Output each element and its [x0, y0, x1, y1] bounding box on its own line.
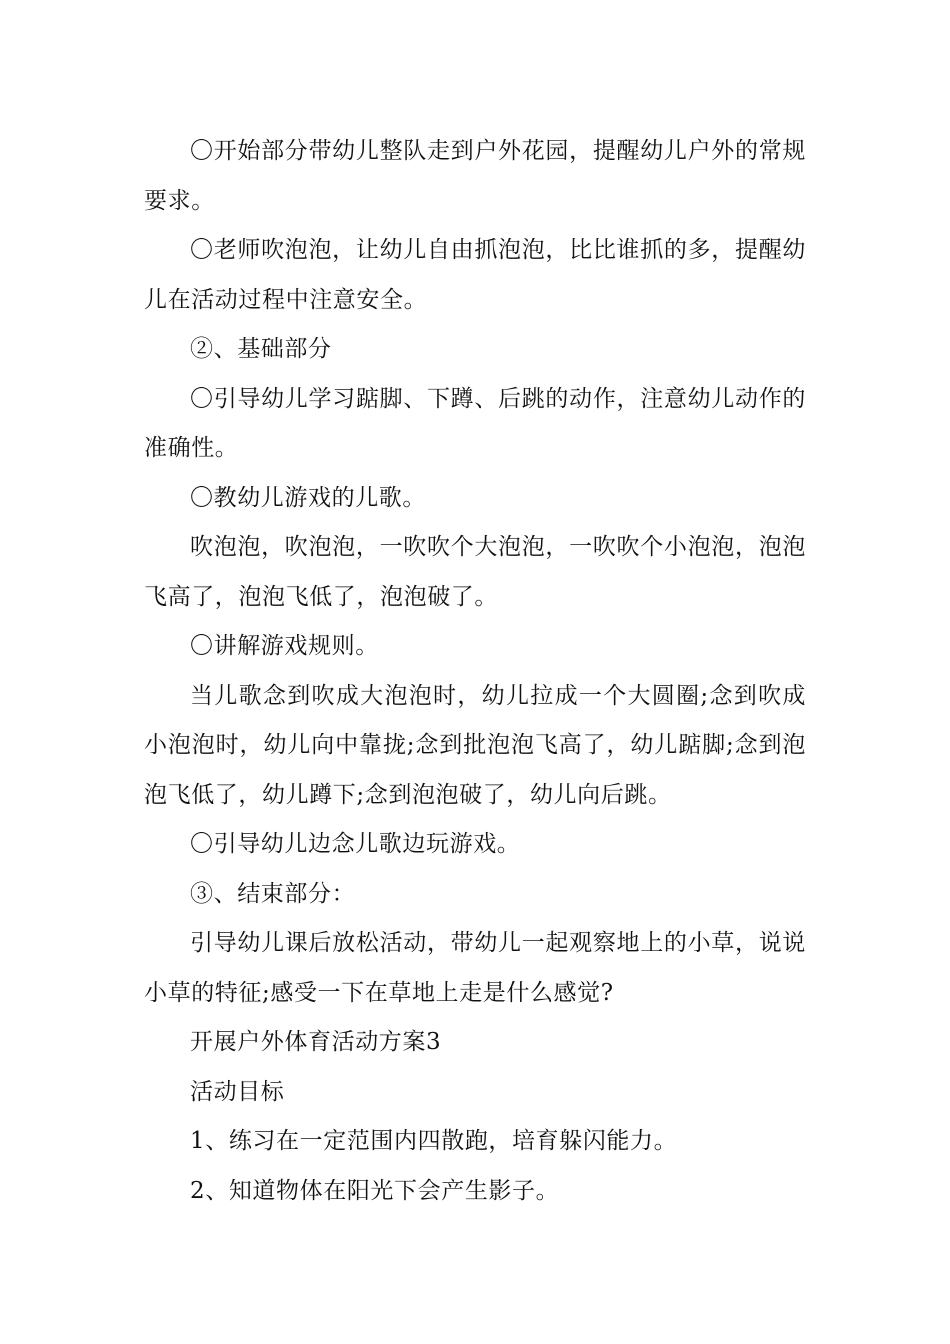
paragraph-play-game: 〇引导幼儿边念儿歌边玩游戏。	[190, 831, 521, 857]
section-heading-basic-part: ②、基础部分	[190, 336, 332, 362]
paragraph-relax-activity: 引导幼儿课后放松活动，带幼儿一起观察地上的小草，说说小草的特征;感受一下在草地上走是什么感觉?	[144, 930, 806, 1006]
document-body	[144, 127, 806, 1216]
paragraph-game-rules: 当儿歌念到吹成大泡泡时，幼儿拉成一个大圆圈;念到吹成小泡泡时，幼儿向中靠拢;念到批泡泡飞高了，幼儿踮脚;念到泡泡飞低了，幼儿蹲下;念到泡泡破了，幼儿向后跳。	[144, 682, 806, 808]
goal-item-2: 2、知道物体在阳光下会产生影子。	[190, 1177, 560, 1204]
paragraph-teach-song: 〇教幼儿游戏的儿歌。	[190, 484, 426, 511]
paragraph-explain-rules: 〇讲解游戏规则。	[190, 633, 379, 659]
paragraph-song-lyrics: 吹泡泡，吹泡泡，一吹吹个大泡泡，一吹吹个小泡泡，泡泡飞高了，泡泡飞低了，泡泡破了。	[144, 534, 806, 610]
section-heading-activity-goals: 活动目标	[190, 1078, 285, 1105]
paragraph-opening-part: 〇开始部分带幼儿整队走到户外花园，提醒幼儿户外的常规要求。	[144, 138, 806, 214]
paragraph-guide-movements: 〇引导幼儿学习踮脚、下蹲、后跳的动作，注意幼儿动作的准确性。	[144, 385, 806, 461]
plan-title-3: 开展户外体育活动方案3	[190, 1029, 442, 1055]
goal-item-1: 1、练习在一定范围内四散跑，培育躲闪能力。	[190, 1128, 678, 1154]
paragraph-blow-bubbles: 〇老师吹泡泡，让幼儿自由抓泡泡，比比谁抓的多，提醒幼儿在活动过程中注意安全。	[144, 237, 806, 313]
section-heading-ending-part: ③、结束部分：	[190, 880, 356, 907]
